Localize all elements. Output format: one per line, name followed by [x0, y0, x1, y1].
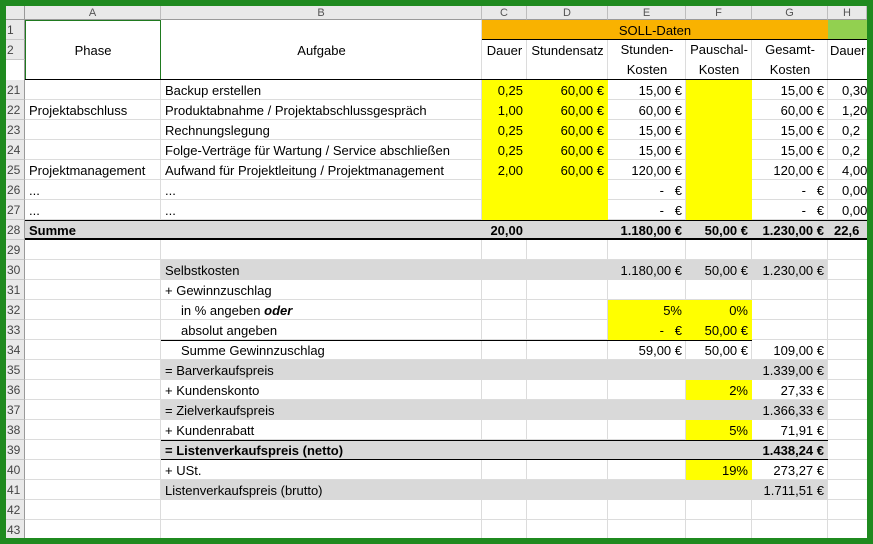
row-header-23[interactable]: 23 [6, 120, 25, 140]
prozent-label[interactable] [161, 300, 482, 320]
phase-cell[interactable] [25, 80, 161, 100]
column-header-e[interactable]: E [608, 6, 686, 20]
dauer-ist-cell[interactable]: 0,2 [842, 142, 861, 158]
gesamt-kosten-cell[interactable]: 60,00 € [780, 102, 824, 118]
pauschal-kosten-input[interactable] [686, 160, 752, 180]
dauer-ist-header[interactable]: Dauer [830, 42, 866, 58]
dauer-input[interactable]: 0,25 [482, 80, 527, 100]
ust-value[interactable]: 273,27 € [773, 462, 824, 478]
column-header-g[interactable]: G [752, 6, 828, 20]
gesamt-kosten-line2: Kosten [769, 62, 811, 77]
summe-gewinn-stunden[interactable]: 59,00 € [638, 342, 682, 358]
gewinn-prozent-stunden-input[interactable]: 5% [608, 300, 686, 320]
row-header-36[interactable]: 36 [6, 380, 25, 400]
row-header-28[interactable]: 28 [6, 220, 25, 240]
row-header-27[interactable]: 27 [6, 200, 25, 220]
dauer-ist-cell[interactable]: 0,00 [842, 182, 867, 198]
aufgabe-cell[interactable]: Aufwand für Projektleitung / Projektmanagement [165, 162, 444, 178]
ust-percent-input[interactable]: 19% [686, 460, 752, 480]
absolut-label[interactable]: absolut angeben [181, 322, 278, 338]
stunden-kosten-line1: Stunden- [620, 42, 674, 57]
stundensatz-header[interactable]: Stundensatz [531, 42, 604, 58]
kundenrabatt-value[interactable]: 71,91 € [780, 422, 824, 438]
listenpreis-netto-label[interactable]: = Listenverkaufspreis (netto) [165, 442, 344, 458]
row-header-31[interactable]: 31 [6, 280, 25, 300]
zielverkaufspreis-label[interactable]: = Zielverkaufspreis [165, 402, 275, 418]
dauer-input[interactable]: 1,00 [482, 100, 527, 120]
gewinn-absolut-stunden-input[interactable]: - € [608, 320, 686, 340]
row-header-32[interactable]: 32 [6, 300, 25, 320]
row-header-22[interactable]: 22 [6, 100, 25, 120]
soll-daten-header[interactable]: SOLL-Daten [482, 20, 828, 40]
kundenrabatt-label[interactable]: + Kundenrabatt [165, 422, 255, 438]
column-header-d[interactable]: D [527, 6, 608, 20]
row-header-34[interactable]: 34 [6, 340, 25, 360]
column-header-b[interactable]: B [161, 6, 482, 20]
gesamt-kosten-line1: Gesamt- [765, 42, 815, 57]
summe-pauschal[interactable]: 50,00 € [704, 222, 748, 238]
gewinn-prozent-pauschal-input[interactable]: 0% [686, 300, 752, 320]
summe-gewinnzuschlag-label[interactable]: Summe Gewinnzuschlag [181, 342, 325, 358]
summe-dauer-ist[interactable]: 22,6 [834, 222, 860, 238]
stundensatz-input[interactable]: 60,00 € [527, 140, 608, 160]
barverkaufspreis-value[interactable]: 1.339,00 € [762, 362, 824, 378]
dauer-ist-cell[interactable]: 4,00 [842, 162, 867, 178]
aufgabe-cell[interactable]: Rechnungslegung [165, 122, 270, 138]
row-header-43[interactable]: 43 [6, 520, 25, 538]
row-header-40[interactable]: 40 [6, 460, 25, 480]
pauschal-kosten-input[interactable] [686, 120, 752, 140]
listenpreis-netto-value[interactable]: 1.438,24 € [762, 442, 824, 458]
ust-label[interactable]: + USt. [165, 462, 202, 478]
phase-cell[interactable]: ... [29, 182, 40, 198]
stundensatz-input[interactable]: 60,00 € [527, 80, 608, 100]
phase-cell[interactable] [25, 140, 161, 160]
selbstkosten-pauschal[interactable]: 50,00 € [704, 262, 748, 278]
aufgabe-cell[interactable]: Backup erstellen [165, 82, 262, 98]
row-header-29[interactable]: 29 [6, 240, 25, 260]
stundensatz-input[interactable]: 60,00 € [527, 100, 608, 120]
pauschal-kosten-input[interactable] [686, 200, 752, 220]
dauer-ist-cell[interactable]: 0,30 [842, 82, 867, 98]
dauer-input[interactable]: 0,25 [482, 120, 527, 140]
column-header-c[interactable]: C [482, 6, 527, 20]
dauer-input[interactable]: 2,00 [482, 160, 527, 180]
column-header-a[interactable]: A [25, 6, 161, 20]
row-header-35[interactable]: 35 [6, 360, 25, 380]
zielverkaufspreis-value[interactable]: 1.366,33 € [762, 402, 824, 418]
stunden-kosten-line2: Kosten [626, 62, 668, 77]
stundensatz-input[interactable]: 60,00 € [527, 160, 608, 180]
summe-gewinn-pauschal[interactable]: 50,00 € [704, 342, 748, 358]
gesamt-kosten-cell[interactable]: 15,00 € [780, 142, 824, 158]
pauschal-kosten-input[interactable] [686, 140, 752, 160]
row-header-25[interactable]: 25 [6, 160, 25, 180]
gesamt-kosten-cell[interactable]: 15,00 € [780, 122, 824, 138]
stunden-kosten-header[interactable] [608, 40, 686, 80]
phase-cell[interactable] [25, 120, 161, 140]
row-header-38[interactable]: 38 [6, 420, 25, 440]
kundenskonto-value[interactable]: 27,33 € [780, 382, 824, 398]
row-header-30[interactable]: 30 [6, 260, 25, 280]
stunden-kosten-cell[interactable]: 60,00 € [638, 102, 682, 118]
selbstkosten-label[interactable]: Selbstkosten [165, 262, 240, 278]
summe-label[interactable]: Summe [29, 222, 76, 238]
row-header-41[interactable]: 41 [6, 480, 25, 500]
stundensatz-input[interactable] [527, 180, 608, 200]
prozent-label-text: in % angeben [181, 302, 265, 318]
selbstkosten-stunden[interactable]: 1.180,00 € [620, 262, 682, 278]
row-header-33[interactable]: 33 [6, 320, 25, 340]
dauer-input[interactable] [482, 180, 527, 200]
stundensatz-input[interactable] [527, 200, 608, 220]
dauer-ist-cell[interactable]: 0,00 [842, 202, 867, 218]
phase-cell[interactable]: Projektabschluss [29, 102, 128, 118]
column-header-f[interactable]: F [686, 6, 752, 20]
gridline-h [25, 519, 867, 520]
aufgabe-cell[interactable]: ... [165, 182, 176, 198]
phase-header[interactable]: Phase [25, 20, 161, 80]
stunden-kosten-cell[interactable]: 120,00 € [631, 162, 682, 178]
pauschal-kosten-input[interactable] [686, 80, 752, 100]
summe-gesamt[interactable]: 1.230,00 € [762, 222, 824, 238]
summe-stunden[interactable]: 1.180,00 € [620, 222, 682, 238]
select-all-corner[interactable] [6, 6, 25, 20]
ist-daten-header[interactable] [828, 20, 867, 40]
barverkaufspreis-label[interactable]: = Barverkaufspreis [165, 362, 274, 378]
row-header-2[interactable]: 2 [6, 40, 25, 60]
stunden-kosten-cell[interactable]: - € [659, 202, 682, 218]
aufgabe-cell[interactable]: Folge-Verträge für Wartung / Service abschließen [165, 142, 450, 158]
listenpreis-brutto-value[interactable]: 1.711,51 € [763, 482, 824, 498]
listenpreis-brutto-label[interactable]: Listenverkaufspreis (brutto) [165, 482, 323, 498]
aufgabe-header[interactable]: Aufgabe [297, 42, 346, 58]
dauer-input[interactable]: 0,25 [482, 140, 527, 160]
row-header-1[interactable]: 1 [6, 20, 25, 40]
gesamt-kosten-header[interactable] [752, 40, 828, 80]
pauschal-kosten-input[interactable] [686, 100, 752, 120]
oder-emphasis: oder [264, 302, 293, 318]
dauer-input[interactable] [482, 200, 527, 220]
row-header-42[interactable]: 42 [6, 500, 25, 520]
pauschal-kosten-header[interactable] [686, 40, 752, 80]
kundenskonto-label[interactable]: + Kundenskonto [165, 382, 260, 398]
stunden-kosten-cell[interactable]: 15,00 € [638, 122, 682, 138]
gesamt-kosten-cell[interactable]: - € [801, 182, 824, 198]
row-header-26[interactable]: 26 [6, 180, 25, 200]
stunden-kosten-cell[interactable]: 15,00 € [638, 82, 682, 98]
kundenskonto-percent-input[interactable]: 2% [686, 380, 752, 400]
summe-dauer[interactable]: 20,00 [490, 222, 523, 238]
selbstkosten-gesamt[interactable]: 1.230,00 € [762, 262, 824, 278]
dauer-header[interactable]: Dauer [486, 42, 523, 58]
row-header-24[interactable]: 24 [6, 140, 25, 160]
row-header-39[interactable]: 39 [6, 440, 25, 460]
stunden-kosten-cell[interactable]: - € [659, 182, 682, 198]
pauschal-kosten-line2: Kosten [698, 62, 740, 77]
aufgabe-cell[interactable]: Produktabnahme / Projektabschlussgespräch [165, 102, 427, 118]
phase-cell[interactable]: ... [29, 202, 40, 218]
stunden-kosten-cell[interactable]: 15,00 € [638, 142, 682, 158]
gesamt-kosten-cell[interactable]: 15,00 € [780, 82, 824, 98]
gesamt-kosten-cell[interactable]: - € [801, 202, 824, 218]
gewinnzuschlag-label[interactable]: + Gewinnzuschlag [165, 282, 272, 298]
dauer-ist-cell[interactable]: 0,2 [842, 122, 861, 138]
pauschal-kosten-input[interactable] [686, 180, 752, 200]
phase-cell[interactable]: Projektmanagement [29, 162, 146, 178]
pauschal-kosten-line1: Pauschal- [690, 42, 748, 57]
spreadsheet-window [6, 6, 867, 538]
row-header-37[interactable]: 37 [6, 400, 25, 420]
column-header-h[interactable]: H [828, 6, 867, 20]
gewinn-absolut-pauschal-input[interactable]: 50,00 € [686, 320, 752, 340]
gesamt-kosten-cell[interactable]: 120,00 € [773, 162, 824, 178]
row-header-21[interactable]: 21 [6, 80, 25, 100]
summe-gewinn-gesamt[interactable]: 109,00 € [773, 342, 824, 358]
dauer-ist-cell[interactable]: 1,20 [842, 102, 867, 118]
aufgabe-cell[interactable]: ... [165, 202, 176, 218]
header-divider [482, 39, 867, 40]
stundensatz-input[interactable]: 60,00 € [527, 120, 608, 140]
kundenrabatt-percent-input[interactable]: 5% [686, 420, 752, 440]
